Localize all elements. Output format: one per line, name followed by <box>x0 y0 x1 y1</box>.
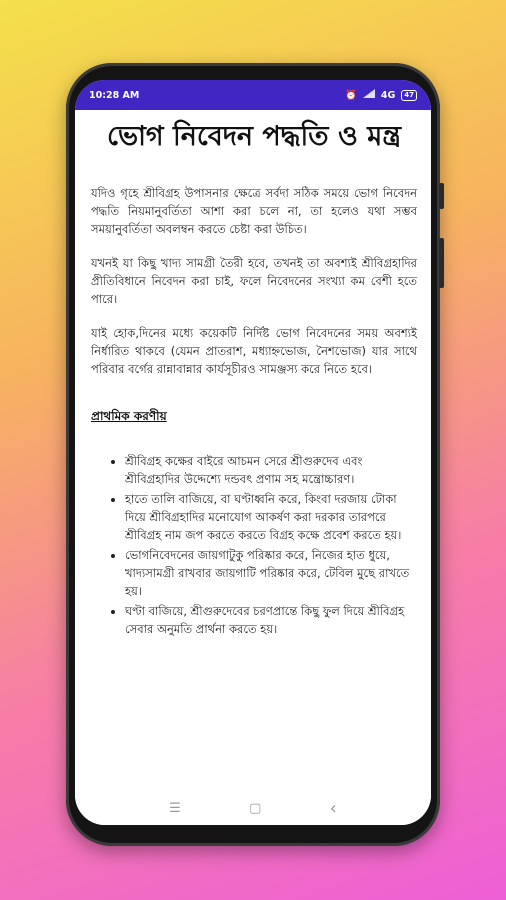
article-content <box>75 110 431 638</box>
recents-icon[interactable]: ☰ <box>169 800 181 816</box>
app-screen <box>75 80 431 825</box>
navigation-bar <box>75 791 431 825</box>
volume-button <box>439 183 444 209</box>
section-heading: প্রাথমিক করণীয় <box>91 409 167 423</box>
list-item: • হাতে তালি বাজিয়ে, বা ঘণ্টাধ্বনি করে, কিংবা দরজায় টোকা দিয়ে শ্রীবিগ্রহাদির মনোযোগ আকর্ষণ করা দরকার তারপরে শ্রীবিগ্রহ নাম জপ করতে করতে বিগ্রহ কক্ষে প্রবেশ করতে হয়। <box>125 490 417 544</box>
scroll-fade <box>75 773 431 791</box>
back-icon[interactable]: ‹ <box>329 797 337 819</box>
phone-frame <box>66 63 440 846</box>
paragraph-2: যখনই যা কিছু খাদ্য সামগ্রী তৈরী হবে, তখনই তা অবশ্যই শ্রীবিগ্রহাদির প্রীতিবিধানে নিবেদন করা চাই, ফলে নিবেদনের সংখ্যা কম বেশী হতে পারে। <box>91 256 417 306</box>
status-bar <box>75 80 431 110</box>
home-icon[interactable]: ▢ <box>249 800 262 816</box>
paragraph-3: যাই হোক,দিনের মধ্যে কয়েকটি নির্দিষ্ট ভোগ নিবেদনের সময় অবশ্যই নির্ধারিত থাকবে (যেমন প্রাতরাশ, মধ্যাহ্নভোজ, নৈশভোজ) যার সাথে পরিবার বর্গের রান্নাবান্নার কার্যসূচীরও সামঞ্জস্য করে নিতে হবে। <box>91 326 417 376</box>
status-icons <box>345 89 417 101</box>
list-item: • ঘণ্টা বাজিয়ে, শ্রীগুরুদেবের চরণপ্রান্তে কিছু ফুল দিয়ে শ্রীবিগ্রহ সেবার অনুমতি প্রার্থনা করতে হয়। <box>125 602 417 638</box>
network-4g-icon: 4G <box>380 89 396 101</box>
list-item: • ভোগনিবেদনের জায়গাটুকু পরিষ্কার করে, নিজের হাত ধুয়ে, খাদ্যসামগ্রী রাখবার জায়গাটি পরিষ্কার করে, টেবিল মুছে রাখতে হয়। <box>125 546 417 600</box>
battery-icon: 47 <box>401 90 417 101</box>
page-title: ভোগ নিবেদন পদ্ধতি ও মন্ত্র <box>107 121 401 152</box>
alarm-icon: ⏰ <box>344 89 357 101</box>
bullet-list <box>91 452 417 638</box>
paragraph-1: যদিও গৃহে শ্রীবিগ্রহ উপাসনার ক্ষেত্রে সর্বদা সঠিক সময়ে ভোগ নিবেদন পদ্ধতি নিয়মানুবর্তিতা আশা করা চলে না, তা হলেও যথা সম্ভব সময়ানুবর্তিতা অবলম্বন করতে চেষ্টা করা উচিত। <box>91 186 417 236</box>
status-time: 10:28 AM <box>89 89 140 101</box>
signal-icon <box>363 89 375 101</box>
power-button <box>439 238 444 288</box>
list-item: • শ্রীবিগ্রহ কক্ষের বাইরে আচমন সেরে শ্রীগুরুদেব এবং শ্রীবিগ্রহাদির উদ্দেশ্যে দন্ডবৎ প্রণাম সহ মন্ত্রোচ্চারণ। <box>125 452 417 488</box>
